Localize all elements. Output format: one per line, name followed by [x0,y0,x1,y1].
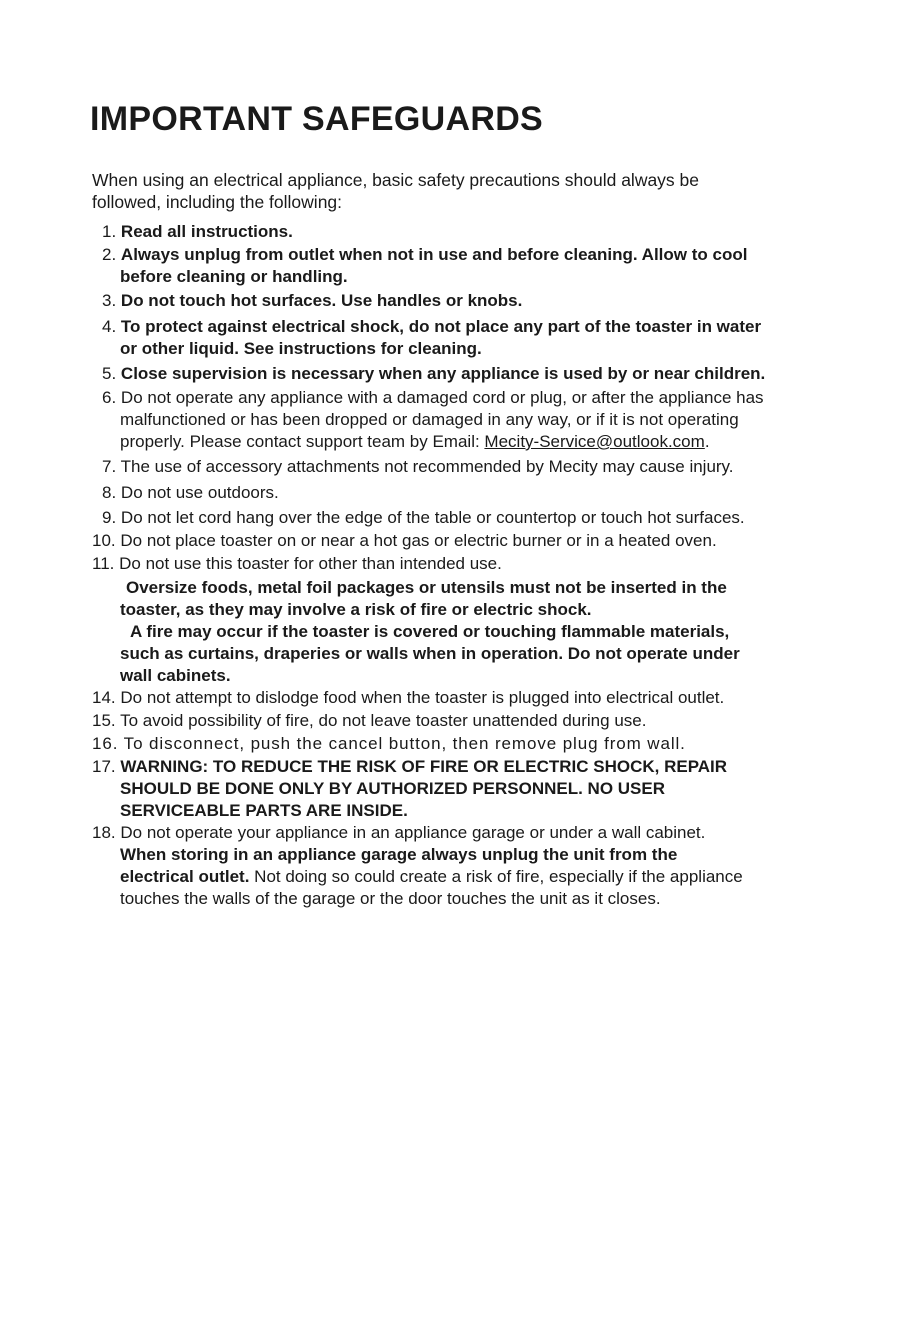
brand-name: Mecity [548,457,598,476]
list-item-5 [102,363,765,385]
item-number: 7. [102,457,117,476]
item-text: injury. [689,457,734,476]
item-number: 8. [102,483,117,502]
item-number: 4. [102,317,117,336]
list-item-15 [92,710,646,732]
item-text: Not doing so could create a risk of fire, especially if the appliance [249,867,743,886]
list-item-4 [102,316,761,338]
item-number: 17. [92,757,116,776]
item-number: 2. [102,245,117,264]
list-item-4-continuation: or other liquid. See instructions for cleaning. [120,339,482,358]
item-text: properly. Please contact support team by Email: [120,432,485,451]
item-text: Do not operate your appliance in an appliance garage or under a wall cabinet. [120,823,706,842]
list-item-16 [92,733,686,755]
item-number: 9. [102,508,117,527]
list-item-18 [92,822,705,844]
item-text: WARNING: TO REDUCE THE RISK OF FIRE OR ELECTRIC SHOCK, REPAIR [120,757,728,776]
list-item-17 [92,756,727,778]
item-text: Do not touch hot surfaces. Use handles or knobs. [120,291,523,310]
item-number: 18. [92,823,116,842]
item-number: 15. [92,711,116,730]
item-number: 6. [102,388,117,407]
item-text: Do not place toaster on or near a hot gas or electric burner or in a heated oven. [120,531,717,550]
list-item-6-continuation-1: malfunctioned or has been dropped or damaged in any way, or if it is not operating [120,410,739,429]
intro-line-2: followed, including the following: [92,192,343,212]
intro-line-1: When using an electrical appliance, basic safety precautions should always be [92,170,700,190]
item-number: 5. [102,364,117,383]
item-number: 14. [92,688,116,707]
item-text: Do not let cord hang over the edge of the table or countertop or touch hot surfaces. [120,508,745,527]
list-item-13-line-2: such as curtains, draperies or walls when in operation. Do not operate under [120,644,740,663]
list-item-9 [102,507,745,529]
item-number: 16. [92,734,119,753]
list-item-13-line-1: A fire may occur if the toaster is covered or touching flammable materials, [130,622,730,641]
item-text: To protect against electrical shock, do not place any part of the toaster in water [120,317,762,336]
list-item-13-line-3: wall cabinets. [120,666,231,685]
item-text: Do not operate any appliance with a damaged cord or plug, or after the appliance has [120,388,764,407]
item-number: 1. [102,222,117,241]
list-item-18-line-3 [120,866,743,888]
list-item-17-line-2: SHOULD BE DONE ONLY BY AUTHORIZED PERSONNEL. NO USER [120,779,666,798]
list-item-8 [102,482,279,504]
item-text: The use of accessory attachments not recommended by [120,457,549,476]
item-text: Read all instructions. [120,222,293,241]
item-text: may cause [597,457,690,476]
item-text: Do not attempt to dislodge food when the toaster is plugged into electrical outlet. [120,688,725,707]
item-text: Close supervision is necessary when any appliance is used by or near children. [120,364,766,383]
list-item-12-line-2: toaster, as they may involve a risk of fire or electric shock. [120,600,592,619]
list-item-10 [92,530,717,552]
item-text: To avoid possibility of fire, do not leave toaster unattended during use. [120,711,647,730]
list-item-17-line-3: SERVICEABLE PARTS ARE INSIDE. [120,801,408,820]
item-text: Do not use this toaster for other than intended use. [119,554,502,573]
support-email-link[interactable]: Mecity-Service@outlook.com [484,432,705,451]
list-item-18-line-2: When storing in an appliance garage always unplug the unit from the [120,845,678,864]
page-title: IMPORTANT SAFEGUARDS [90,100,544,138]
item-text: Always unplug from outlet when not in use and before cleaning. Allow to cool [120,245,748,264]
list-item-11 [92,553,502,575]
list-item-2-continuation: before cleaning or handling. [120,267,348,286]
item-number: 10. [92,531,116,550]
item-text: To disconnect, push the cancel button, then remove plug from wall. [123,734,686,753]
list-item-6-continuation-2 [120,431,710,453]
list-item-7 [102,456,734,478]
intro-paragraph [92,169,812,213]
item-number: 3. [102,291,117,310]
item-text-bold: electrical outlet. [120,867,250,886]
item-number: 11. [92,554,115,573]
list-item-14 [92,687,724,709]
list-item-12-line-1: Oversize foods, metal foil packages or utensils must not be inserted in the [126,578,727,597]
list-item-6 [102,387,764,409]
list-item-1 [102,221,293,243]
list-item-18-line-4: touches the walls of the garage or the door touches the unit as it closes. [120,889,661,908]
list-item-2 [102,244,747,266]
list-item-3 [102,290,522,312]
item-text: . [704,432,710,451]
item-text: Do not use outdoors. [120,483,279,502]
